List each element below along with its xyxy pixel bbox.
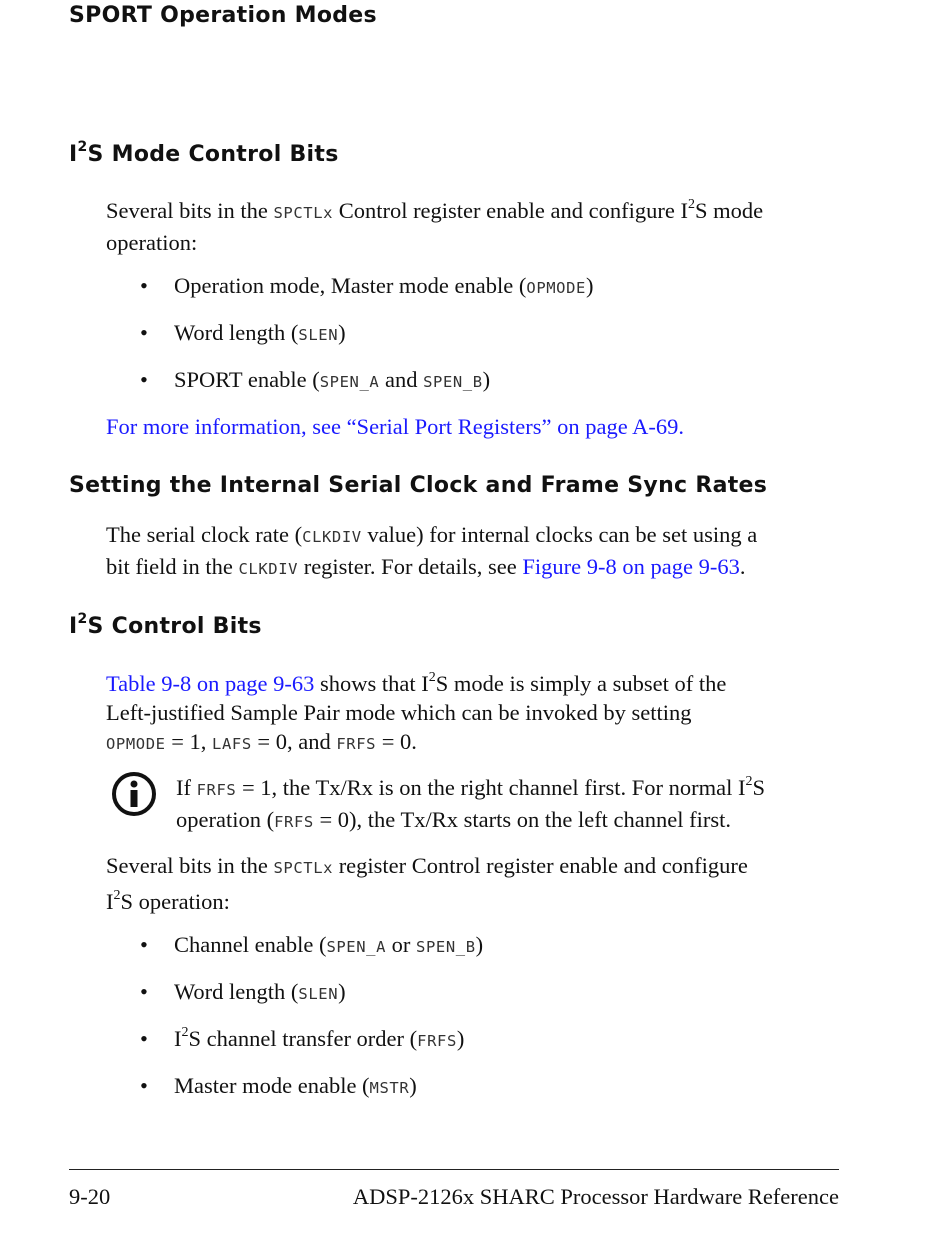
section2-paragraph: The serial clock rate (CLKDIV value) for internal clocks can be set using a bit field in the CLKDIV register. For details, see Figure 9-8 on page 9-63. [106,522,758,579]
footer-divider [69,1169,839,1170]
section-heading-i2s-mode-control-bits: $I^2S$ Mode Control Bits [69,138,339,167]
list-item: • Word length (SLEN) [140,979,346,1004]
list-item: • Channel enable (SPEN_A or SPEN_B) [140,932,484,957]
list-item: • Word length (SLEN) [140,320,346,345]
running-header: SPORT Operation Modes [69,3,377,28]
list-item: • SPORT enable (SPEN_A and SPEN_B) [140,367,491,392]
table-link[interactable]: Table 9-8 on page 9-63 [106,671,315,696]
document-title: ADSP-2126x SHARC Processor Hardware Reference [352,1184,839,1209]
note-text: If FRFS = 1, the Tx/Rx is on the right channel first. For normal $I^2S$ operation (FRFS = 0), the Tx/Rx starts on the left channel first. [176,773,765,832]
list-item: • Operation mode, Master mode enable (OPMODE) [140,273,594,298]
more-info-link[interactable]: For more information, see “Serial Port Registers” on page A-69. [106,414,684,439]
figure-link[interactable]: Figure 9-8 on page 9-63 [522,554,740,579]
section3-paragraph-1: Table 9-8 on page 9-63 shows that $I^2S$ mode is simply a subset of the Left-justified Sample Pair mode which can be invoked by setting OPMODE = 1, LAFS = 0, and FRFS = 0. [106,669,727,754]
section3-paragraph-2: Several bits in the SPCTLx register Control register enable and configure $I^2S$ operation: [106,853,748,914]
section1-intro-paragraph: Several bits in the SPCTLx Control register enable and configure $I^2S$ mode operation: [106,196,764,255]
list-item: • Master mode enable (MSTR) [140,1073,417,1098]
page-number: 9-20 [69,1184,111,1209]
info-icon [110,770,158,818]
section-heading-clock-frame-sync: Setting the Internal Serial Clock and Frame Sync Rates [69,473,768,498]
section-heading-i2s-control-bits: $I^2S$ Control Bits [69,610,262,639]
list-item: • $I^2S$ channel transfer order (FRFS) [140,1024,465,1051]
